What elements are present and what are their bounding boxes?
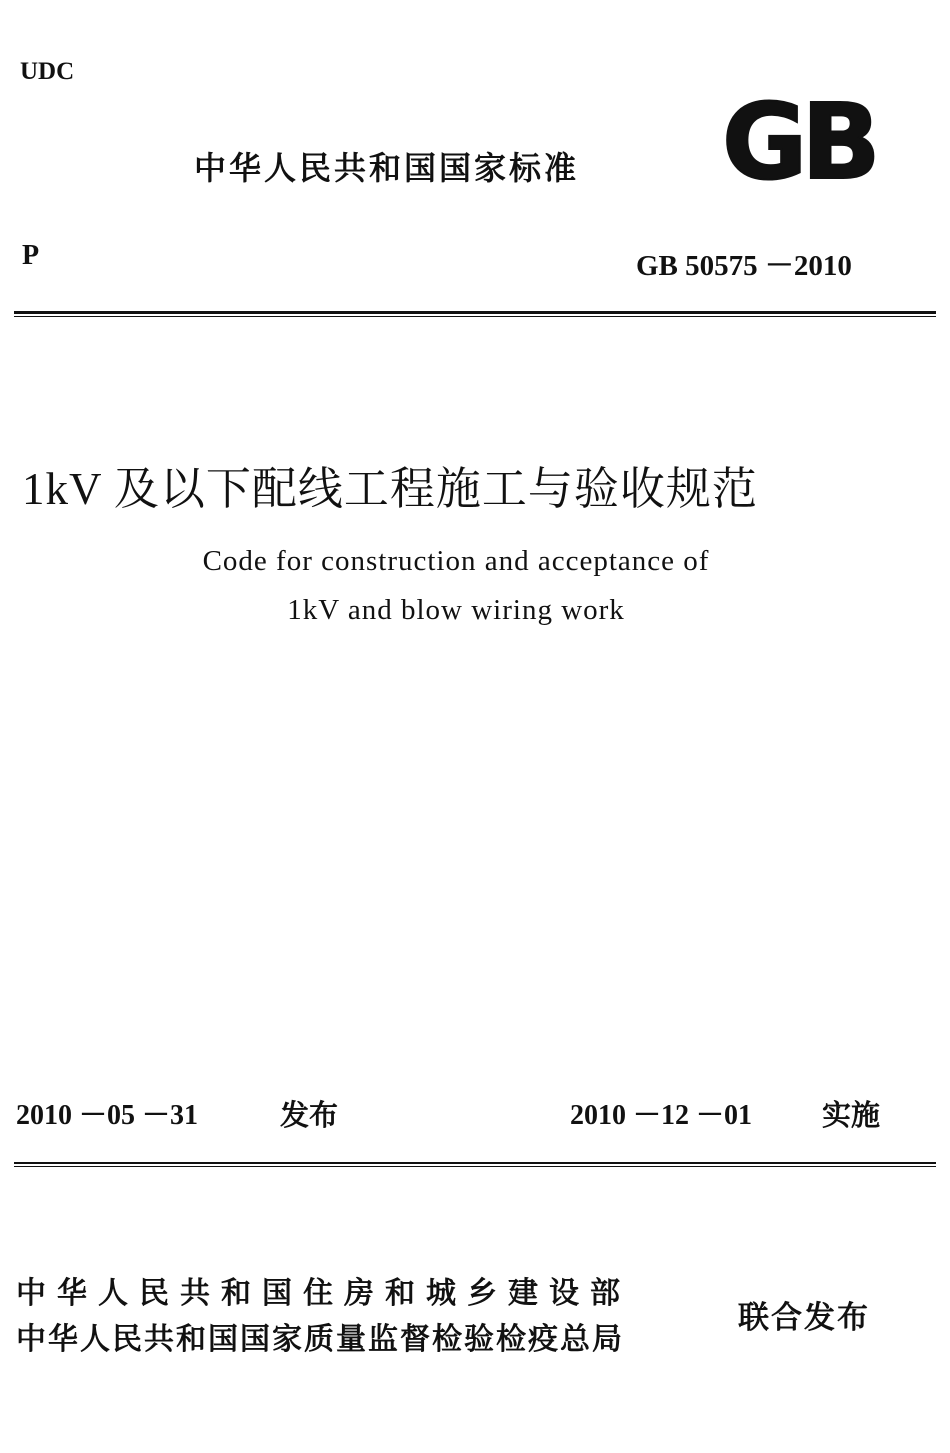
svg-text:GB: GB [722, 96, 875, 188]
issue-label: 发布 [280, 1098, 339, 1132]
header-divider [14, 311, 936, 314]
implement-label: 实施 [822, 1098, 881, 1132]
publisher-aqsiq: 中华人民共和国国家质量监督检验检疫总局 [16, 1322, 624, 1357]
footer-divider [14, 1162, 936, 1164]
standard-title: 中华人民共和国国家标准 [194, 149, 580, 187]
udc-label: UDC [20, 58, 75, 85]
footer-divider-thin [14, 1166, 936, 1167]
issue-date: 2010 －05 －31 [16, 1100, 199, 1131]
title-english-line1: Code for construction and acceptance of [202, 545, 710, 577]
category-code: P [22, 240, 40, 271]
publisher-ministry: 中华人民共和国住房和城乡建设部 [16, 1276, 631, 1311]
implement-date: 2010 －12 －01 [570, 1100, 753, 1131]
gb-logo [718, 96, 910, 188]
joint-publish-label: 联合发布 [738, 1300, 870, 1336]
standard-number: GB 50575 －2010 [636, 250, 852, 282]
header-divider-thin [14, 316, 936, 317]
title-english-line2: 1kV and blow wiring work [287, 594, 625, 626]
title-chinese: 1kV 及以下配线工程施工与验收规范 [22, 464, 758, 514]
